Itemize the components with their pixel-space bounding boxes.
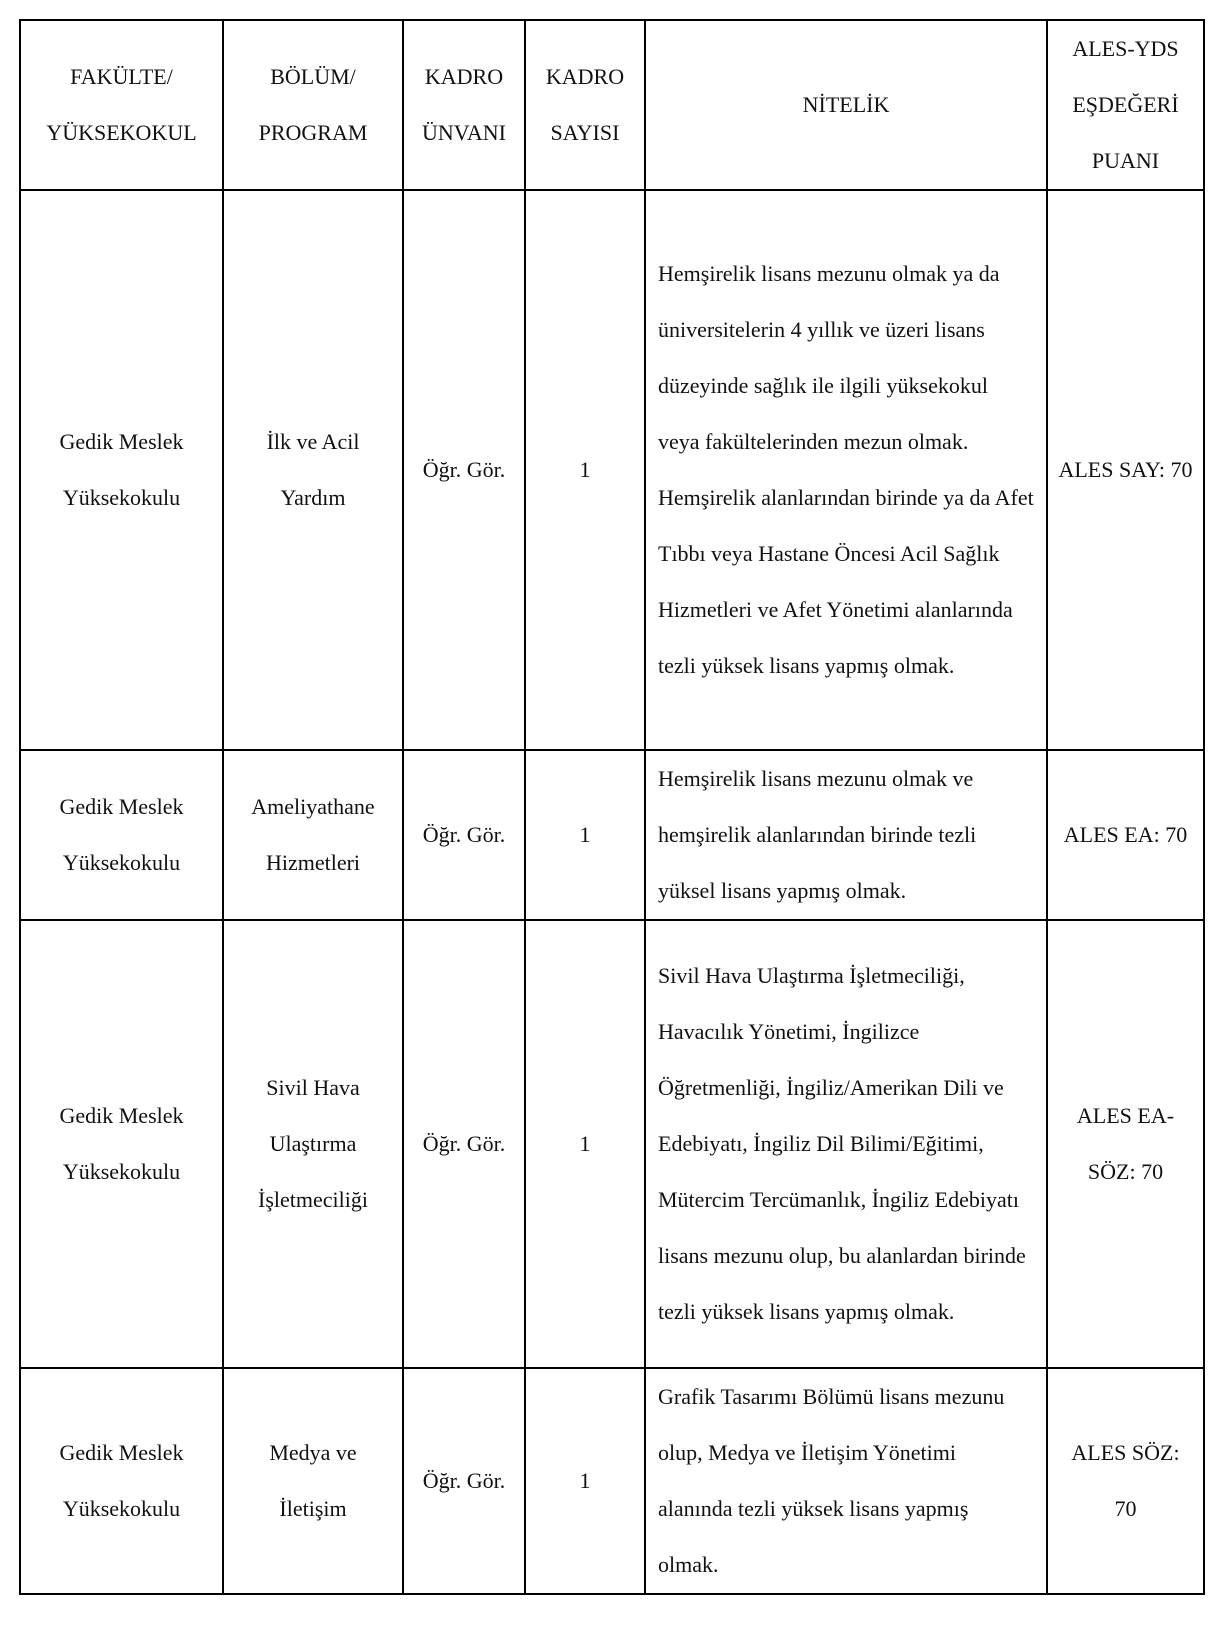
table-row (20, 190, 1204, 750)
header-qualification: NİTELİK (645, 20, 1047, 190)
title-cell: Öğr. Gör. (403, 920, 525, 1368)
faculty-cell: Gedik Meslek Yüksekokulu (20, 750, 223, 920)
department-cell: Ameliyathane Hizmetleri (223, 750, 403, 920)
department-cell: İlk ve Acil Yardım (223, 190, 403, 750)
header-faculty: FAKÜLTE/ YÜKSEKOKUL (20, 20, 223, 190)
count-cell: 1 (525, 750, 645, 920)
table-row (20, 1368, 1204, 1594)
header-count: KADRO SAYISI (525, 20, 645, 190)
score-cell: ALES EA-SÖZ: 70 (1047, 920, 1204, 1368)
title-cell: Öğr. Gör. (403, 1368, 525, 1594)
table-row (20, 920, 1204, 1368)
faculty-cell: Gedik Meslek Yüksekokulu (20, 920, 223, 1368)
positions-table (19, 19, 1205, 1595)
department-cell: Medya ve İletişim (223, 1368, 403, 1594)
title-cell: Öğr. Gör. (403, 750, 525, 920)
header-title: KADRO ÜNVANI (403, 20, 525, 190)
header-row (20, 20, 1204, 190)
count-cell: 1 (525, 190, 645, 750)
score-cell: ALES SAY: 70 (1047, 190, 1204, 750)
faculty-cell: Gedik Meslek Yüksekokulu (20, 1368, 223, 1594)
faculty-cell: Gedik Meslek Yüksekokulu (20, 190, 223, 750)
header-score: ALES-YDS EŞDEĞERİ PUANI (1047, 20, 1204, 190)
qualification-cell: Hemşirelik lisans mezunu olmak ve hemşirelik alanlarından birinde tezli yüksel lisans yapmış olmak. (645, 750, 1047, 920)
header-department: BÖLÜM/ PROGRAM (223, 20, 403, 190)
department-cell: Sivil Hava Ulaştırma İşletmeciliği (223, 920, 403, 1368)
score-cell: ALES EA: 70 (1047, 750, 1204, 920)
qualification-cell: Grafik Tasarımı Bölümü lisans mezunu olup, Medya ve İletişim Yönetimi alanında tezli yüksek lisans yapmış olmak. (645, 1368, 1047, 1594)
qualification-cell: Hemşirelik lisans mezunu olmak ya da üniversitelerin 4 yıllık ve üzeri lisans düzeyinde sağlık ile ilgili yüksekokul veya fakültelerinden mezun olmak. Hemşirelik alanlarından birinde ya da Afet Tıbbı veya Hastane Öncesi Acil Sağlık Hizmetleri ve Afet Yönetimi alanlarında tezli yüksek lisans yapmış olmak. (645, 190, 1047, 750)
qualification-cell: Sivil Hava Ulaştırma İşletmeciliği, Havacılık Yönetimi, İngilizce Öğretmenliği, İngiliz/Amerikan Dili ve Edebiyatı, İngiliz Dil Bilimi/Eğitimi, Mütercim Tercümanlık, İngiliz Edebiyatı lisans mezunu olup, bu alanlardan birinde tezli yüksek lisans yapmış olmak. (645, 920, 1047, 1368)
title-cell: Öğr. Gör. (403, 190, 525, 750)
count-cell: 1 (525, 1368, 645, 1594)
count-cell: 1 (525, 920, 645, 1368)
score-cell: ALES SÖZ: 70 (1047, 1368, 1204, 1594)
table-row (20, 750, 1204, 920)
